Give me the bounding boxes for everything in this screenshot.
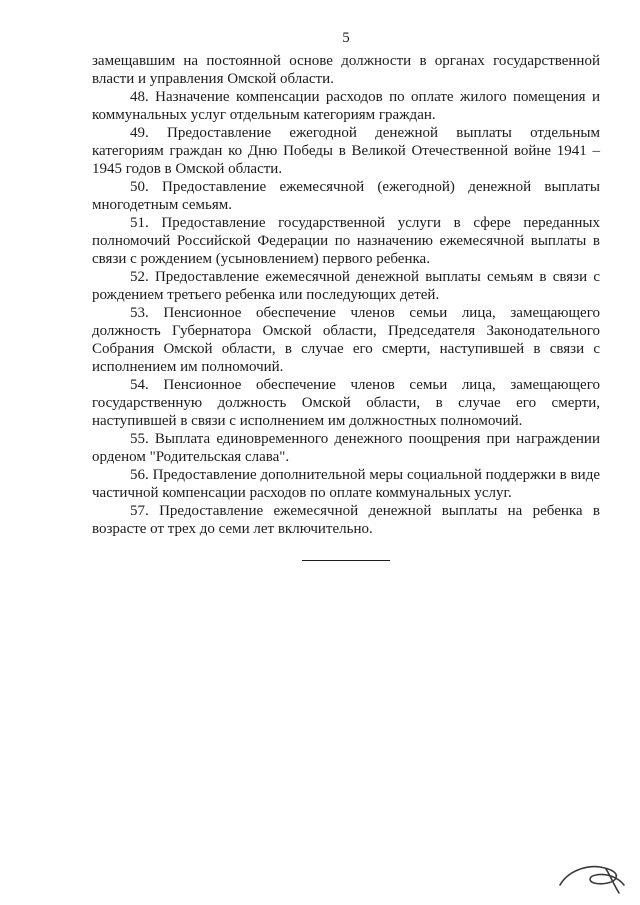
paragraph-item-53: 53. Пенсионное обеспечение членов семьи лица, замещающего должность Губернатора Омской области, Председателя Законодательного Собрания Омской области, в случае его смерти, наступившей в связи с исполнением им полномочий. (92, 305, 600, 375)
end-of-list-separator-line (302, 560, 390, 561)
paragraph-item-54: 54. Пенсионное обеспечение членов семьи лица, замещающего государственную должность Омской области, в случае его смерти, наступившей в связи с исполнением им должностных полномочий. (92, 377, 600, 429)
page-number: 5 (342, 30, 350, 46)
paragraph-item-57: 57. Предоставление ежемесячной денежной выплаты на ребенка в возрасте от трех до семи лет включительно. (92, 503, 600, 537)
paragraph-item-52: 52. Предоставление ежемесячной денежной выплаты семьям в связи с рождением третьего ребенка или последующих детей. (92, 269, 600, 303)
paragraph-item-48: 48. Назначение компенсации расходов по оплате жилого помещения и коммунальных услуг отдельным категориям граждан. (92, 89, 600, 123)
paragraph-item-49: 49. Предоставление ежегодной денежной выплаты отдельным категориям граждан ко Дню Победы в Великой Отечественной войне 1941 – 1945 годов в Омской области. (92, 125, 600, 177)
paragraph-continuation: замещавшим на постоянной основе должности в органах государственной власти и управления Омской области. (92, 53, 600, 87)
document-body (0, 46, 640, 561)
paragraph-item-51: 51. Предоставление государственной услуги в сфере переданных полномочий Российской Федерации по назначению ежемесячной выплаты в связи с рождением (усыновлением) первого ребенка. (92, 215, 600, 267)
paragraph-item-56: 56. Предоставление дополнительной меры социальной поддержки в виде частичной компенсации расходов по оплате коммунальных услуг. (92, 467, 600, 501)
paragraph-item-55: 55. Выплата единовременного денежного поощрения при награждении орденом "Родительская слава". (92, 431, 600, 465)
signature-mark (556, 859, 628, 897)
paragraph-item-50: 50. Предоставление ежемесячной (ежегодной) денежной выплаты многодетным семьям. (92, 179, 600, 213)
